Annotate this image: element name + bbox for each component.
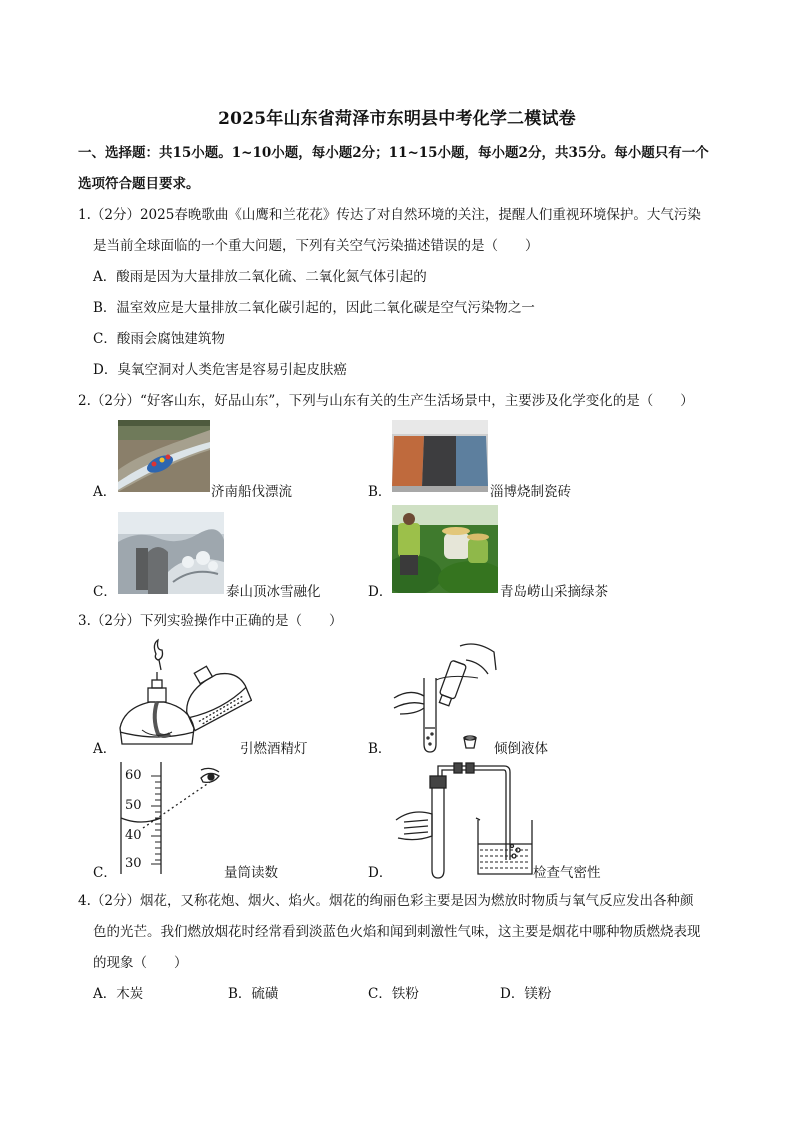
q2-option-b-caption: 淄博烧制瓷砖 — [490, 484, 571, 500]
graduated-cylinder-diagram — [115, 762, 225, 878]
q3-option-b-letter[interactable]: B． — [368, 741, 392, 757]
cylinder-tick-60: 60 — [125, 768, 142, 783]
q1-stem-line1: 1.（2分）2025春晚歌曲《山鹰和兰花花》传达了对自然环境的关注，提醒人们重视环境保护。大气污染 — [78, 207, 701, 223]
exam-title: 2025年山东省菏泽市东明县中考化学二模试卷 — [218, 109, 576, 129]
tiles-photo — [392, 420, 488, 492]
q2-option-b-letter[interactable]: B． — [368, 484, 392, 500]
q2-option-c-letter[interactable]: C． — [93, 584, 117, 600]
q3-option-c-letter[interactable]: C． — [93, 865, 117, 881]
rafting-photo — [118, 420, 210, 492]
tea-picking-photo — [392, 505, 498, 593]
q3-option-d-caption: 检查气密性 — [533, 865, 601, 881]
q2-option-a-letter[interactable]: A． — [93, 484, 117, 500]
q4-option-b[interactable]: B．硫磺 — [228, 986, 279, 1002]
q3-option-a-caption: 引燃酒精灯 — [240, 741, 308, 757]
q1-option-b[interactable]: B．温室效应是大量排放二氧化碳引起的，因此二氧化碳是空气污染物之一 — [93, 300, 535, 316]
cylinder-tick-40: 40 — [125, 828, 142, 843]
section-instructions-line2: 选项符合题目要求。 — [78, 176, 200, 192]
air-tightness-diagram — [392, 760, 534, 880]
cylinder-tick-30: 30 — [125, 856, 142, 871]
q4-stem-line3: 的现象（ ） — [93, 955, 188, 971]
q1-option-c[interactable]: C．酸雨会腐蚀建筑物 — [93, 331, 225, 347]
q2-option-d-caption: 青岛崂山采摘绿茶 — [500, 584, 608, 600]
q2-option-c-caption: 泰山顶冰雪融化 — [226, 584, 321, 600]
q3-option-d-letter[interactable]: D． — [368, 865, 393, 881]
q4-stem-line1: 4.（2分）烟花，又称花炮、烟火、焰火。烟花的绚丽色彩主要是因为燃放时物质与氧气反应发出各种颜 — [78, 893, 694, 909]
section-instructions-line1: 一、选择题：共15小题。1~10小题，每小题2分；11~15小题，每小题2分，共35分。每小题只有一个 — [78, 145, 709, 161]
q4-option-a[interactable]: A．木炭 — [93, 986, 144, 1002]
q3-option-a-letter[interactable]: A． — [93, 741, 117, 757]
q4-option-d[interactable]: D．镁粉 — [500, 986, 552, 1002]
cylinder-tick-50: 50 — [125, 798, 142, 813]
q2-option-d-letter[interactable]: D． — [368, 584, 393, 600]
q4-option-c[interactable]: C．铁粉 — [368, 986, 419, 1002]
q3-option-c-caption: 量筒读数 — [224, 865, 278, 881]
q2-option-a-caption: 济南船伐漂流 — [211, 484, 292, 500]
alcohol-lamp-diagram — [112, 638, 252, 754]
q1-stem-line2: 是当前全球面临的一个重大问题，下列有关空气污染描述错误的是（ ） — [93, 238, 539, 254]
q1-option-d[interactable]: D．臭氧空洞对人类危害是容易引起皮肤癌 — [93, 362, 347, 378]
q3-stem: 3.（2分）下列实验操作中正确的是（ ） — [78, 613, 343, 629]
taishan-snow-photo — [118, 512, 224, 594]
q3-option-b-caption: 倾倒液体 — [494, 741, 548, 757]
q4-stem-line2: 色的光芒。我们燃放烟花时经常看到淡蓝色火焰和闻到刺激性气味，这主要是烟花中哪种物质燃烧表现 — [93, 924, 701, 940]
q1-option-a[interactable]: A．酸雨是因为大量排放二氧化硫、二氧化氮气体引起的 — [93, 269, 427, 285]
q2-stem: 2.（2分）“好客山东，好品山东”，下列与山东有关的生产生活场景中，主要涉及化学变化的是（ ） — [78, 393, 694, 409]
pouring-liquid-diagram — [390, 638, 500, 754]
